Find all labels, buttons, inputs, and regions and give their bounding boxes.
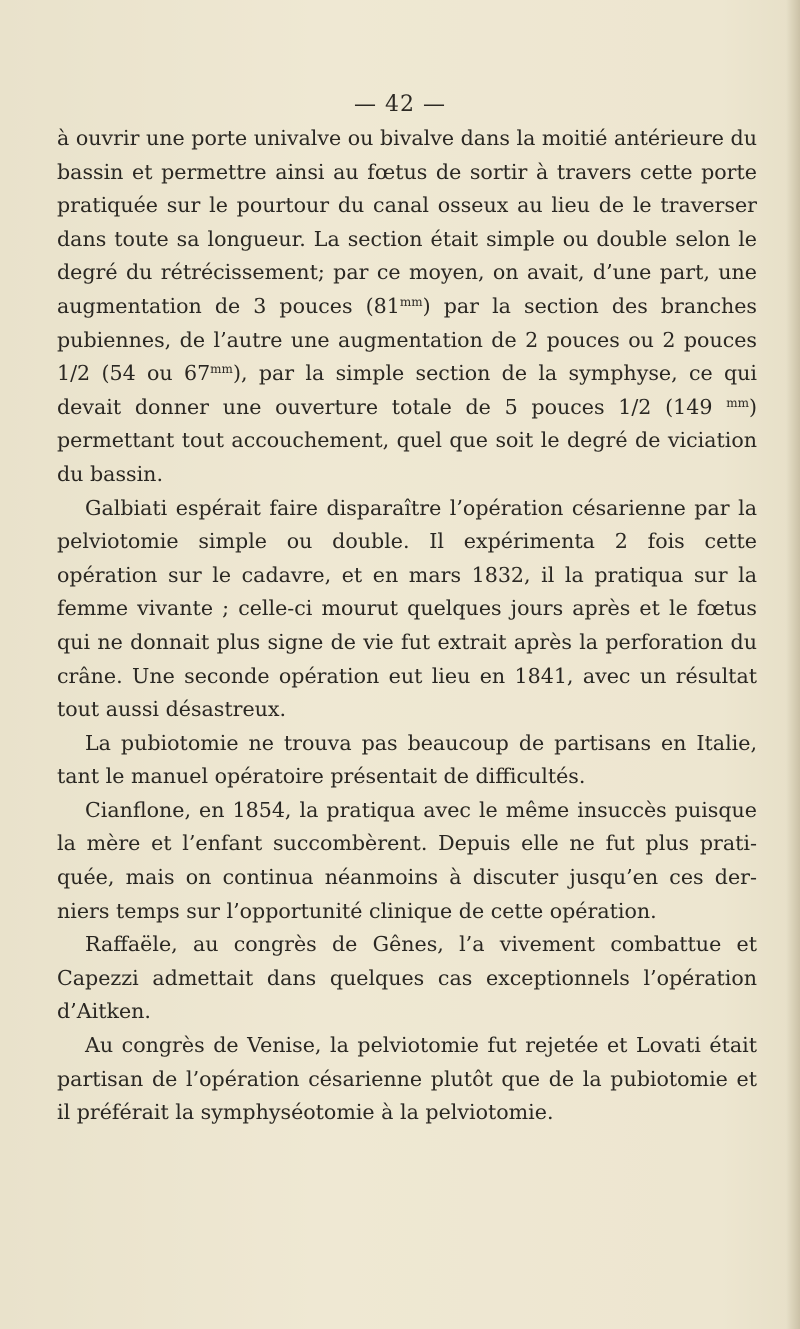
paragraph-6: Au congrès de Venise, la pelviotomie fut rejetée et Lovati était partisan de l’opération césarienne plutôt que de la pubiotomie et il préférait la symphyséotomie à la pelviotomie.: [57, 1033, 757, 1125]
paragraph-5: Raffaële, au congrès de Gênes, l’a vivement combattue et Capezzi admettait dans quelques cas exceptionnels l’opération d’Aitken.: [57, 932, 757, 1024]
page-number: — 42 —: [354, 92, 446, 117]
text-run: ) par la section des branches pubiennes, de l’autre une augmentation de 2 pouces ou 2 pouces 1/2 (54 ou 67: [57, 293, 757, 386]
text-run: ), par la simple section de la symphyse, ce qui devait donner une ouverture totale de 5 pouces 1/2 (149: [57, 361, 757, 419]
text-run: à ouvrir une porte univalve ou bivalve dans la moitié antérieure du bassin et permettre ainsi au fœtus de sortir à travers cette porte pratiquée sur le pourtour du canal osseux au lieu de le traverser dans toute sa longueur. La section était simple ou double selon le degré du rétrécissement; par ce moyen, on avait, d’une part, une augmentation de 3 pouces (81: [57, 126, 757, 318]
page-edge-shadow: [786, 0, 800, 1329]
unit-superscript: mm: [726, 395, 749, 410]
paragraph-4: Cianflone, en 1854, la pratiqua avec le même insuccès puisque la mère et l’enfant succombèrent. Depuis elle ne fut plus pratiquée, mais on continua néanmoins à discuter jusqu’en ces derniers temps sur l’opportunité clinique de cette opération.: [57, 797, 757, 923]
text-run: ) permettant tout accouchement, quel que soit le degré de viciation du bassin.: [57, 394, 757, 486]
body-text: [57, 122, 757, 1130]
paragraph-3: La pubiotomie ne trouva pas beaucoup de partisans en Italie, tant le manuel opératoire présentait de difficultés.: [57, 730, 757, 789]
paragraph-1: [57, 122, 757, 492]
unit-superscript: mm: [399, 294, 423, 309]
paragraph-2: Galbiati espérait faire disparaître l’opération césarienne par la pelviotomie simple ou double. Il expérimenta 2 fois cette opération sur le cadavre, et en mars 1832, il la pratiqua sur la femme vivante ; celle-ci mourut quelques jours après et le fœtus qui ne donnait plus signe de vie fut extrait après la perforation du crâne. Une seconde opération eut lieu en 1841, avec un résultat tout aussi désastreux.: [57, 495, 757, 722]
unit-superscript: mm: [210, 362, 233, 377]
